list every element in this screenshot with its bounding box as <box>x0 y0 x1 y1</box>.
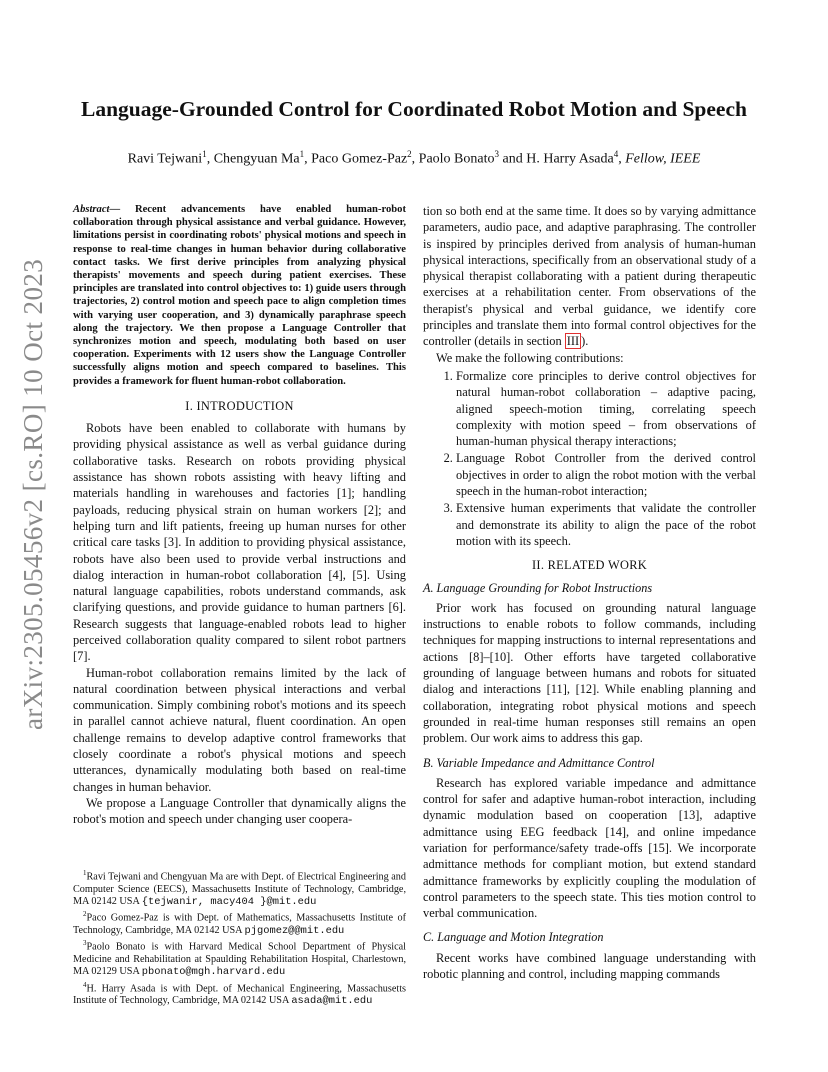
email-address[interactable]: {tejwanir, macy404 }@mit.edu <box>141 895 317 908</box>
author-name: Paolo Bonato <box>418 151 495 167</box>
arxiv-identifier: arXiv:2305.05456v2 [cs.RO] 10 Oct 2023 <box>18 258 48 730</box>
list-item: 2. Language Robot Controller from the derived control objectives in order to align the robot motion with the verbal speech in the human-robot interaction; <box>456 450 756 499</box>
paragraph: Prior work has focused on grounding natural language instructions to enable robots to follow commands, including techniques for mapping instructions to internal representations and actions [8]–[10]. Other efforts have targeted collaborative grounding of language between humans and robots for situated dialog and interactions [11], [12]. While enabling planning and collaboration, integrating robot physical motions and speech grounded in real-time human responses still remains an open problem. Our work aims to address this gap. <box>423 600 756 746</box>
left-column <box>73 203 406 828</box>
author-name: Paco Gomez-Paz <box>311 151 408 167</box>
footnote-mark: 3 <box>83 939 87 948</box>
paragraph-text: ). <box>581 334 589 349</box>
paragraph: Human-robot collaboration remains limited by the lack of natural coordination between physical interactions and verbal communication. Simply combining robot's motions and its speech in parallel cannot achieve natural, fluent coordination. An open challenge remains to develop adaptive control frameworks that closely coordinate a robot's physical motions and speech utterances, dynamically modulating both based on real-time changes in human behavior. <box>73 665 406 794</box>
email-address[interactable]: asada@mit.edu <box>291 995 373 1008</box>
author-name: Chengyuan Ma <box>213 151 300 167</box>
footnote <box>73 937 406 978</box>
paper-title: Language-Grounded Control for Coordinated Robot Motion and Speech <box>81 97 747 121</box>
right-column <box>423 203 756 982</box>
paragraph <box>423 203 756 350</box>
affiliation-mark: 3 <box>494 149 500 159</box>
footnote-mark: 1 <box>83 869 87 877</box>
affiliation-mark: 1 <box>299 149 305 159</box>
paragraph: We make the following contributions: <box>436 350 624 365</box>
affiliation-mark: 1 <box>202 149 207 159</box>
paragraph: We propose a Language Controller that dynamically aligns the robot's motion and speech under changing user coopera- <box>73 795 406 827</box>
footnote-text: Paco Gomez-Paz is with Dept. of Mathematics, Massachusetts Institute of Technology, Cambridge, MA 02142 USA <box>73 912 406 936</box>
footnote-text: H. Harry Asada is with Dept. of Mechanical Engineering, Massachusetts Institute of Technology, Cambridge, MA 02142 USA <box>73 982 406 1007</box>
paragraph: Research has explored variable impedance and admittance control for safer and adaptive human-robot interaction, including dynamic modulation based on cooperation [13], adaptive admittance using EEG feedback [14], and online impedance variation for performance/safety trade-offs [15]. We incorporate admittance methods for compliant motion, but extend standard admittance frameworks by explicitly coupling the modulation of control parameters to the speech state. This ties motion control to verbal communication. <box>423 775 756 921</box>
footnote-text: Ravi Tejwani and Chengyuan Ma are with Dept. of Electrical Engineering and Computer Science (EECS), Massachusetts Institute of Technology, Cambridge, MA 02142 USA <box>73 871 406 907</box>
footnote-mark: 2 <box>83 910 87 919</box>
author-suffix: Fellow, IEEE <box>625 151 701 167</box>
list-item: 3. Extensive human experiments that validate the controller and demonstrate its ability to align the pace of the robot motion with its speech. <box>456 500 756 549</box>
author-list: Ravi Tejwani$^1$, Chengyuan Ma$^1$, Paco Gomez-Paz$^2$, Paolo Bonato$^3$ and H. Harry Asada$^4$, Fellow, IEEE <box>127 149 701 167</box>
abstract-text: — Recent advancements have enabled human-robot collaboration through physical assistance and verbal guidance. However, limitations persist in coordinating robots' physical motions and speech in response to real-time changes in human behavior during collaborative contact tasks. We first derive principles from analyzing physical therapists' movements and speech during patient exercises. These principles are translated into control objectives to: 1) guide users through trajectories, 2) control motion and speech pace to align completion times with varying user cooperation, and 3) dynamically paraphrase speech along the trajectory. We then propose a Language Controller that synchronizes motion and speech, modulating both based on user cooperation. Experiments with 12 users show the Language Controller successfully aligns motion and speech compared to baselines. This provides a framework for fluent human-robot collaboration. <box>73 204 406 387</box>
paragraph: Recent works have combined language understanding with robotic planning and control, including mapping commands <box>423 950 756 982</box>
section-heading-introduction: I. INTRODUCTION <box>185 398 294 413</box>
section-reference-link[interactable]: III <box>566 334 580 349</box>
author-name: H. Harry Asada <box>526 151 614 167</box>
footnote-text: Paolo Bonato is with Harvard Medical School Department of Physical Medicine and Rehabilitation at Spaulding Rehabilitation Hospital, Charlestown, MA 02129 USA <box>73 941 406 978</box>
subsection-heading: B. Variable Impedance and Admittance Control <box>423 755 655 770</box>
abstract <box>73 203 406 388</box>
affiliation-mark: 4 <box>613 149 619 159</box>
subsection-heading: C. Language and Motion Integration <box>423 930 604 945</box>
section-heading-related-work: II. RELATED WORK <box>531 558 648 573</box>
footnote <box>73 908 406 937</box>
author-name: Ravi Tejwani <box>127 151 203 167</box>
paragraph: Robots have been enabled to collaborate with humans by providing physical assistance as well as verbal guidance during collaborative tasks. Research on robots providing physical assistance has shown robots assisting with heavy lifting and materials handling in warehouses and factories [1]; handling payloads, reducing physical strain on human workers [2]; and helping turn and lift patients, freeing up human nurses for other critical care tasks [3]. In addition to providing physical assistance, robots have also been used to provide verbal instructions and dialog interaction in human-robot collaboration [4], [5]. Using natural language capabilities, robots understand commands, ask clarifying questions, and provide guidance to human partners [6]. Research suggests that language-enabled robots lead to higher perceived collaboration quality compared to silent robot partners [7]. <box>73 421 406 664</box>
subsection-heading: A. Language Grounding for Robot Instructions <box>423 580 653 595</box>
footnote <box>73 979 406 1008</box>
paragraph-text: tion so both end at the same time. It does so by varying admittance parameters, audio pace, and adaptive paraphrasing. The controller is inspired by principles derived from analysis of human-human physical interactions, specifically from an observational study of a physical therapist collaborating with a patient during therapeutic exercises at a rehabilitation center. From observations of the therapist's physical and verbal guidance, we identify core principles and translate them into formal control objectives for the controller (details in section <box>423 204 756 349</box>
footnote-mark: 4 <box>83 980 87 989</box>
email-address[interactable]: pjgomez@@mit.edu <box>244 924 345 937</box>
list-item: 1. Formalize core principles to derive control objectives for natural human-robot collaboration – adaptive pacing, aligned speech-motion timing, correlating speech complexity with motion speed – from observations of human-human physical therapy interactions; <box>456 368 756 449</box>
abstract-label: Abstract <box>73 204 110 215</box>
affiliation-mark: 2 <box>407 149 412 159</box>
email-address[interactable]: pbonato@mgh.harvard.edu <box>141 966 286 979</box>
footnote <box>73 867 406 908</box>
contributions-list <box>423 368 756 549</box>
footnotes <box>73 867 406 1008</box>
